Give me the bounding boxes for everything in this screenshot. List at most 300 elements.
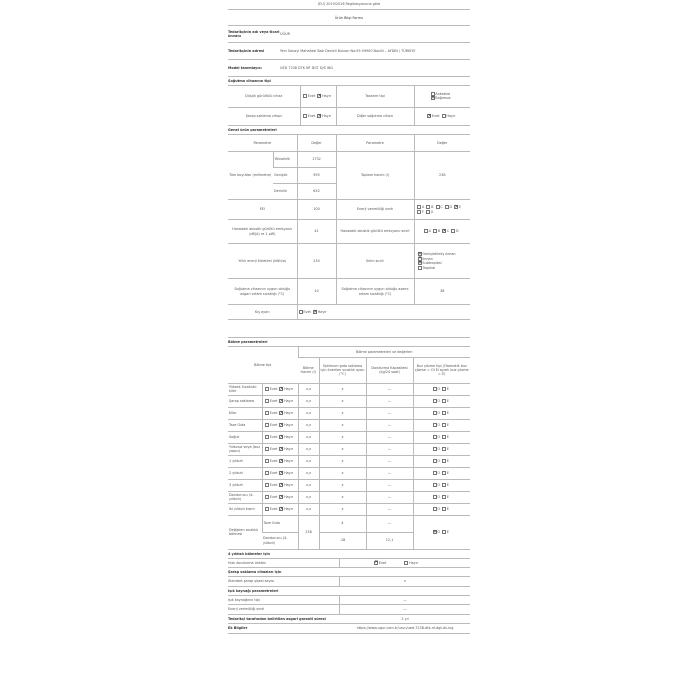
dimension-value: 1732 [297, 152, 336, 168]
checkbox-option[interactable] [442, 229, 449, 233]
checkbox-option[interactable] [442, 471, 449, 475]
checkbox-label: Hayır [284, 470, 294, 475]
checkbox-icon[interactable] [404, 561, 408, 565]
checkbox-icon[interactable] [265, 435, 269, 439]
checkbox-icon[interactable] [265, 411, 269, 415]
checkbox-option[interactable] [433, 530, 440, 534]
dimension-label: Genişlik [273, 168, 297, 184]
compartment-name: Yıldızsız veya (buz yapıcı) [229, 444, 261, 453]
checkbox-icon[interactable] [433, 411, 437, 415]
checkbox-option[interactable] [433, 435, 440, 439]
checkbox-icon[interactable] [442, 507, 446, 511]
checkbox-label: A [428, 229, 431, 234]
checkbox-option[interactable] [279, 399, 293, 403]
checkbox-option[interactable] [279, 483, 293, 487]
param-label: Tüm boyutlar (milimetre) [228, 152, 273, 200]
freezing-capacity: — [366, 407, 413, 419]
checkbox-label: Evet [269, 506, 278, 511]
checkbox-option[interactable] [265, 435, 277, 439]
param-label: Enerji verimliliği sınıfı [336, 200, 414, 220]
checkbox-label: Hayır [284, 494, 294, 499]
checkbox-icon[interactable] [433, 483, 437, 487]
checkbox-label: O [437, 470, 440, 475]
compartment-temp: x [319, 419, 366, 431]
checkbox-icon[interactable] [433, 459, 437, 463]
sub-compartment-name: Dondurucu (4-yıldızlı) [262, 532, 298, 549]
freezing-capacity: — [366, 503, 413, 515]
checkbox-icon[interactable] [442, 459, 446, 463]
checkbox-icon[interactable] [436, 205, 443, 210]
field-label: Tedarikçinin adı veya ticari ünvanı [228, 29, 280, 38]
checkbox-icon[interactable] [433, 435, 437, 439]
param-label: EEI [228, 200, 297, 220]
field-label: Model tanımlayıcı [228, 65, 262, 70]
checked-box-icon[interactable] [374, 561, 378, 565]
checkbox-label: O [437, 482, 440, 487]
compartment-volume: x,x [298, 407, 319, 419]
checkbox-label: O [437, 398, 440, 403]
checkbox-icon[interactable] [265, 483, 269, 487]
checkbox-option[interactable] [445, 205, 452, 209]
checkbox-label: Hayır [284, 434, 294, 439]
checkbox-label: O [437, 529, 440, 534]
checked-box-icon[interactable] [454, 205, 458, 209]
checkbox-label: Ilıman [422, 256, 433, 261]
checkbox-option[interactable] [317, 114, 331, 118]
checkbox-label: A [422, 205, 425, 210]
param-value: 10 [297, 279, 336, 305]
checkbox-icon[interactable] [433, 507, 437, 511]
dimension-label: Yükseklik [273, 152, 297, 168]
supplier-row [228, 26, 470, 43]
checked-box-icon[interactable] [279, 483, 283, 487]
column-header: Parametre [228, 135, 297, 152]
freezing-capacity: — [366, 419, 413, 431]
checkbox-icon[interactable] [442, 399, 446, 403]
checkbox-icon[interactable] [265, 447, 269, 451]
compartment-temp: x [319, 443, 366, 455]
compartment-present [262, 431, 298, 443]
checkbox-option[interactable] [418, 257, 469, 261]
checkbox-icon[interactable] [424, 229, 428, 233]
checkbox-icon[interactable] [303, 114, 307, 118]
row-value: 2 yıl [401, 616, 409, 621]
checkbox-option[interactable] [303, 94, 315, 98]
checkbox-option[interactable] [431, 96, 470, 100]
checkbox-option[interactable] [417, 210, 424, 214]
checked-box-icon[interactable] [279, 495, 283, 499]
checked-box-icon[interactable] [279, 411, 283, 415]
checkbox-option[interactable] [265, 495, 277, 499]
checkbox-label: O [437, 446, 440, 451]
checkbox-option[interactable] [265, 447, 277, 451]
checkbox-option[interactable] [265, 483, 277, 487]
checkbox-icon[interactable] [433, 471, 437, 475]
checkbox-icon[interactable] [442, 471, 446, 475]
freezing-capacity: — [366, 431, 413, 443]
checkbox-icon[interactable] [445, 205, 449, 209]
checkbox-option[interactable] [433, 495, 440, 499]
checkbox-option[interactable] [442, 399, 449, 403]
cooling-row [228, 107, 470, 125]
checkbox-icon[interactable] [265, 387, 269, 391]
row-label: Tedarikçi tarafından belirtilen asgari garanti süresi [228, 616, 326, 621]
checkbox-label: Hayır [284, 458, 294, 463]
freezing-capacity: — [366, 479, 413, 491]
checkbox-label: O [437, 422, 440, 427]
compartment-volume: x,x [298, 395, 319, 407]
checkbox-label: B [431, 205, 434, 210]
checkbox-option[interactable] [374, 561, 386, 565]
param-row [228, 244, 470, 279]
checkbox-option[interactable] [442, 387, 449, 391]
compartment-volume: x,x [298, 431, 319, 443]
param-value [414, 220, 470, 244]
checkbox-option[interactable] [418, 266, 469, 270]
param-label: Havadaki akustik gürültü emisyonu sınıfı [336, 220, 414, 244]
checked-box-icon[interactable] [442, 229, 446, 233]
checkbox-option[interactable] [279, 423, 293, 427]
checked-box-icon[interactable] [418, 261, 422, 265]
checkbox-option[interactable] [442, 435, 449, 439]
checkbox-option[interactable] [299, 310, 311, 314]
compartment-temp: x [319, 383, 366, 395]
checkbox-icon[interactable] [417, 210, 421, 214]
checkbox-option[interactable] [433, 447, 440, 451]
checkbox-icon[interactable] [299, 310, 303, 314]
checked-box-icon[interactable] [427, 114, 431, 118]
row-label: Standart şarap şişesi sayısı [228, 577, 340, 586]
param-label: Toplam hacmi (l) [336, 152, 414, 200]
param-value [414, 86, 470, 107]
regulation-caption: (EU) 2019/2016 Regülasyonuna göre [228, 0, 470, 10]
compartment-volume: x,x [298, 503, 319, 515]
checkbox-icon[interactable] [265, 495, 269, 499]
defrost-type [413, 503, 470, 515]
compartment-row [228, 479, 470, 491]
param-label: Tasarım tipi [336, 86, 414, 107]
checkbox-option[interactable] [436, 205, 443, 209]
checkbox-option[interactable] [426, 210, 433, 214]
general-params-title: Genel ürün parametreleri [228, 126, 470, 135]
checkbox-option[interactable] [279, 447, 293, 451]
checkbox-label: Subtropikal [422, 261, 442, 266]
checkbox-option[interactable] [279, 435, 293, 439]
checkbox-label: F [422, 209, 424, 214]
checked-box-icon[interactable] [279, 423, 283, 427]
checkbox-label: Hayır [284, 386, 294, 391]
checkbox-option[interactable] [317, 94, 331, 98]
compartment-temp: x [319, 467, 366, 479]
checkbox-option[interactable] [265, 423, 277, 427]
checkbox-icon[interactable] [442, 447, 446, 451]
freezing-capacity: — [366, 491, 413, 503]
checkbox-label: Evet [269, 398, 278, 403]
checkbox-label: Evet [307, 113, 316, 118]
checkbox-option[interactable] [433, 399, 440, 403]
compartment-volume: x,x [298, 467, 319, 479]
checked-box-icon[interactable] [279, 507, 283, 511]
sub-compartment-name: Taze Gıda [262, 515, 298, 532]
checkbox-option[interactable] [442, 483, 449, 487]
checkbox-label: O [437, 458, 440, 463]
compartment-present [262, 383, 298, 395]
supplier-row [228, 43, 470, 60]
checkbox-label: Hayır [284, 422, 294, 427]
field-value: UED 7238 DTK NF DGT D/S ING [280, 65, 333, 70]
checkbox-option[interactable] [431, 92, 470, 96]
checkbox-icon[interactable] [433, 229, 437, 233]
checkbox-icon[interactable] [442, 483, 446, 487]
param-value: 238 [414, 152, 470, 200]
checkbox-icon[interactable] [433, 399, 437, 403]
checkbox-option[interactable] [279, 459, 293, 463]
checkbox-icon[interactable] [442, 114, 446, 118]
warranty-row [228, 615, 470, 625]
checkbox-label: Evet [269, 446, 278, 451]
defrost-type [413, 431, 470, 443]
checkbox-icon[interactable] [418, 266, 422, 270]
column-header: Değer [414, 135, 470, 152]
compartment-temp: x [319, 395, 366, 407]
checkbox-label: D [449, 205, 453, 210]
compartment-row [228, 419, 470, 431]
checkbox-icon[interactable] [451, 229, 455, 233]
checkbox-label: D [456, 229, 459, 234]
param-label: Soğutma cihazının uygun olduğu asgari ortam sıcaklığı (°C) [228, 279, 297, 305]
checked-box-icon[interactable] [279, 399, 283, 403]
checkbox-label: O [437, 410, 440, 415]
checkbox-option[interactable] [265, 507, 277, 511]
checkbox-icon[interactable] [433, 423, 437, 427]
cooling-type-title: Soğutma cihazının tipi [228, 77, 470, 86]
checkbox-option[interactable] [442, 495, 449, 499]
checkbox-label: Evet [269, 434, 278, 439]
checked-box-icon[interactable] [431, 96, 435, 100]
checkbox-option[interactable] [442, 411, 449, 415]
checkbox-option[interactable] [442, 447, 449, 451]
checkbox-option[interactable] [442, 459, 449, 463]
checkbox-option[interactable] [279, 387, 293, 391]
compartment-name: Dondurucu (4-yıldızlı) [228, 491, 262, 503]
dimension-value: 595 [297, 168, 336, 184]
checkbox-label: E [446, 529, 449, 534]
row-value: x [403, 579, 406, 584]
checkbox-option[interactable] [303, 114, 315, 118]
compartment-temp: x [319, 491, 366, 503]
checkbox-option[interactable] [265, 459, 277, 463]
param-value: 234 [297, 244, 336, 279]
field-value: Yeni Sanayi Mahallesi Batı Denizli Bulvarı No:95 09900 Nazilli – AYDIN / TÜRKİYE [280, 48, 416, 53]
row-value: — [403, 607, 407, 612]
compartment-name: İki yıldızlı kısım [228, 503, 262, 515]
compartment-volume: x,x [298, 383, 319, 395]
checkbox-option[interactable] [451, 229, 458, 233]
checkbox-option[interactable] [279, 471, 293, 475]
compartment-row [228, 407, 470, 419]
supplier-row [228, 60, 470, 77]
checkbox-label: E [446, 410, 449, 415]
dimension-value: 632 [297, 184, 336, 200]
checkbox-label: B [437, 229, 441, 234]
defrost-type [413, 395, 470, 407]
checked-box-icon[interactable] [433, 530, 437, 534]
checkbox-option[interactable] [433, 459, 440, 463]
checkbox-option[interactable] [433, 483, 440, 487]
checkbox-option[interactable] [265, 387, 277, 391]
compartment-present [262, 443, 298, 455]
row-value[interactable]: https://www.ugur.com.tr/urun/ued-7238-dtk-nf-dgt-ds-ing [356, 626, 454, 631]
header-row [228, 347, 470, 357]
compartment-volume: x,x [298, 419, 319, 431]
checkbox-label: G [430, 209, 434, 214]
checkbox-label: Evet [269, 410, 278, 415]
checkbox-label: Evet [378, 560, 387, 565]
checkbox-label: Evet [303, 309, 311, 314]
compartment-volume: 238 [298, 515, 319, 549]
checkbox-icon[interactable] [433, 387, 437, 391]
checkbox-icon[interactable] [433, 447, 437, 451]
light-row [228, 605, 470, 615]
checkbox-icon[interactable] [442, 387, 446, 391]
compartment-name: 2 yıldızlı [228, 467, 262, 479]
checked-box-icon[interactable] [279, 387, 283, 391]
checkbox-option[interactable] [265, 411, 277, 415]
param-value [297, 305, 470, 320]
compartment-table [228, 347, 470, 550]
checked-box-icon[interactable] [279, 471, 283, 475]
checkbox-option[interactable] [418, 252, 469, 256]
checkbox-icon[interactable] [303, 94, 307, 98]
checkbox-label: Hayır [284, 398, 294, 403]
checkbox-label: O [437, 434, 440, 439]
checkbox-label: Evet [269, 482, 278, 487]
checkbox-icon[interactable] [265, 423, 269, 427]
checkbox-label: E [446, 446, 449, 451]
defrost-type [413, 383, 470, 395]
winter-row [228, 305, 470, 320]
checkbox-label: C [440, 205, 443, 210]
checkbox-label: Bağımsız [435, 96, 451, 101]
compartment-name: Yüksek Sıcaklıklı kiler [228, 383, 262, 395]
checkbox-option[interactable] [313, 310, 327, 314]
header-row [228, 135, 470, 152]
checkbox-option[interactable] [442, 507, 449, 511]
checkbox-option[interactable] [265, 471, 277, 475]
checkbox-icon[interactable] [442, 435, 446, 439]
compartment-present [262, 503, 298, 515]
checkbox-label: Hayır [322, 94, 332, 99]
checkbox-option[interactable] [433, 229, 440, 233]
checked-box-icon[interactable] [317, 114, 321, 118]
checkbox-icon[interactable] [442, 495, 446, 499]
checkbox-icon[interactable] [442, 530, 446, 534]
checkbox-label: O [437, 386, 440, 391]
extra-info-row [228, 624, 470, 634]
checkbox-icon[interactable] [265, 399, 269, 403]
freezing-capacity: 12,1 [366, 532, 413, 549]
checked-box-icon[interactable] [317, 94, 321, 98]
param-value [300, 107, 336, 125]
param-value [414, 107, 470, 125]
checkbox-label: E [446, 482, 449, 487]
compartment-row [228, 443, 470, 455]
checkbox-label: Hayır [409, 560, 419, 565]
checkbox-icon[interactable] [265, 507, 269, 511]
checkbox-label: O [437, 506, 440, 511]
checkbox-option[interactable] [279, 507, 293, 511]
compartment-row [228, 455, 470, 467]
compartment-present [262, 455, 298, 467]
checkbox-label: E [446, 470, 449, 475]
checkbox-option[interactable] [442, 530, 449, 534]
checkbox-option[interactable] [433, 411, 440, 415]
cooling-row [228, 86, 470, 107]
checkbox-option[interactable] [433, 423, 440, 427]
checked-box-icon[interactable] [279, 435, 283, 439]
compartment-name: Değişken sıcaklık bölmesi [228, 515, 262, 549]
freezing-capacity: — [366, 467, 413, 479]
compartment-volume: x,x [298, 479, 319, 491]
checkbox-icon[interactable] [426, 210, 430, 214]
checkbox-icon[interactable] [265, 471, 269, 475]
compartment-row [228, 491, 470, 503]
freezing-capacity: — [366, 515, 413, 532]
checkbox-label: E [446, 422, 449, 427]
checkbox-option[interactable] [418, 261, 469, 265]
compartment-temp: 4 [319, 515, 366, 532]
checkbox-icon[interactable] [442, 411, 446, 415]
checkbox-option[interactable] [454, 205, 461, 209]
checkbox-option[interactable] [279, 495, 293, 499]
param-row [228, 279, 470, 305]
compartment-name: 1 yıldızlı [228, 455, 262, 467]
checkbox-label: Hayır [322, 113, 332, 118]
checked-box-icon[interactable] [313, 310, 317, 314]
checkbox-icon[interactable] [433, 495, 437, 499]
checkbox-label: Evet [269, 470, 278, 475]
defrost-type [413, 443, 470, 455]
product-information-sheet [228, 0, 470, 634]
checkbox-label: O [437, 494, 440, 499]
checkbox-option[interactable] [442, 423, 449, 427]
checkbox-option[interactable] [433, 471, 440, 475]
param-value [414, 200, 470, 220]
checkbox-option[interactable] [279, 411, 293, 415]
compartment-name: Soğuk [228, 431, 262, 443]
checkbox-option[interactable] [433, 387, 440, 391]
defrost-type [413, 515, 470, 549]
checkbox-option[interactable] [265, 399, 277, 403]
row-value: — [403, 597, 407, 602]
checkbox-option[interactable] [424, 229, 431, 233]
checkbox-icon[interactable] [265, 459, 269, 463]
column-header: Parametre [336, 135, 414, 152]
checkbox-option[interactable] [427, 114, 439, 118]
checked-box-icon[interactable] [279, 447, 283, 451]
compartment-name: Taze Gıda [228, 419, 262, 431]
checkbox-label: Hayır [284, 410, 294, 415]
checkbox-option[interactable] [442, 114, 456, 118]
checkbox-icon[interactable] [442, 423, 446, 427]
checkbox-label: E [446, 398, 449, 403]
defrost-type [413, 407, 470, 419]
param-label: Düşük gürültülü cihaz [228, 86, 300, 107]
wine-title: Şarap saklama cihazları için [228, 568, 470, 577]
checkbox-option[interactable] [404, 561, 418, 565]
checkbox-option[interactable] [433, 507, 440, 511]
checked-box-icon[interactable] [279, 459, 283, 463]
